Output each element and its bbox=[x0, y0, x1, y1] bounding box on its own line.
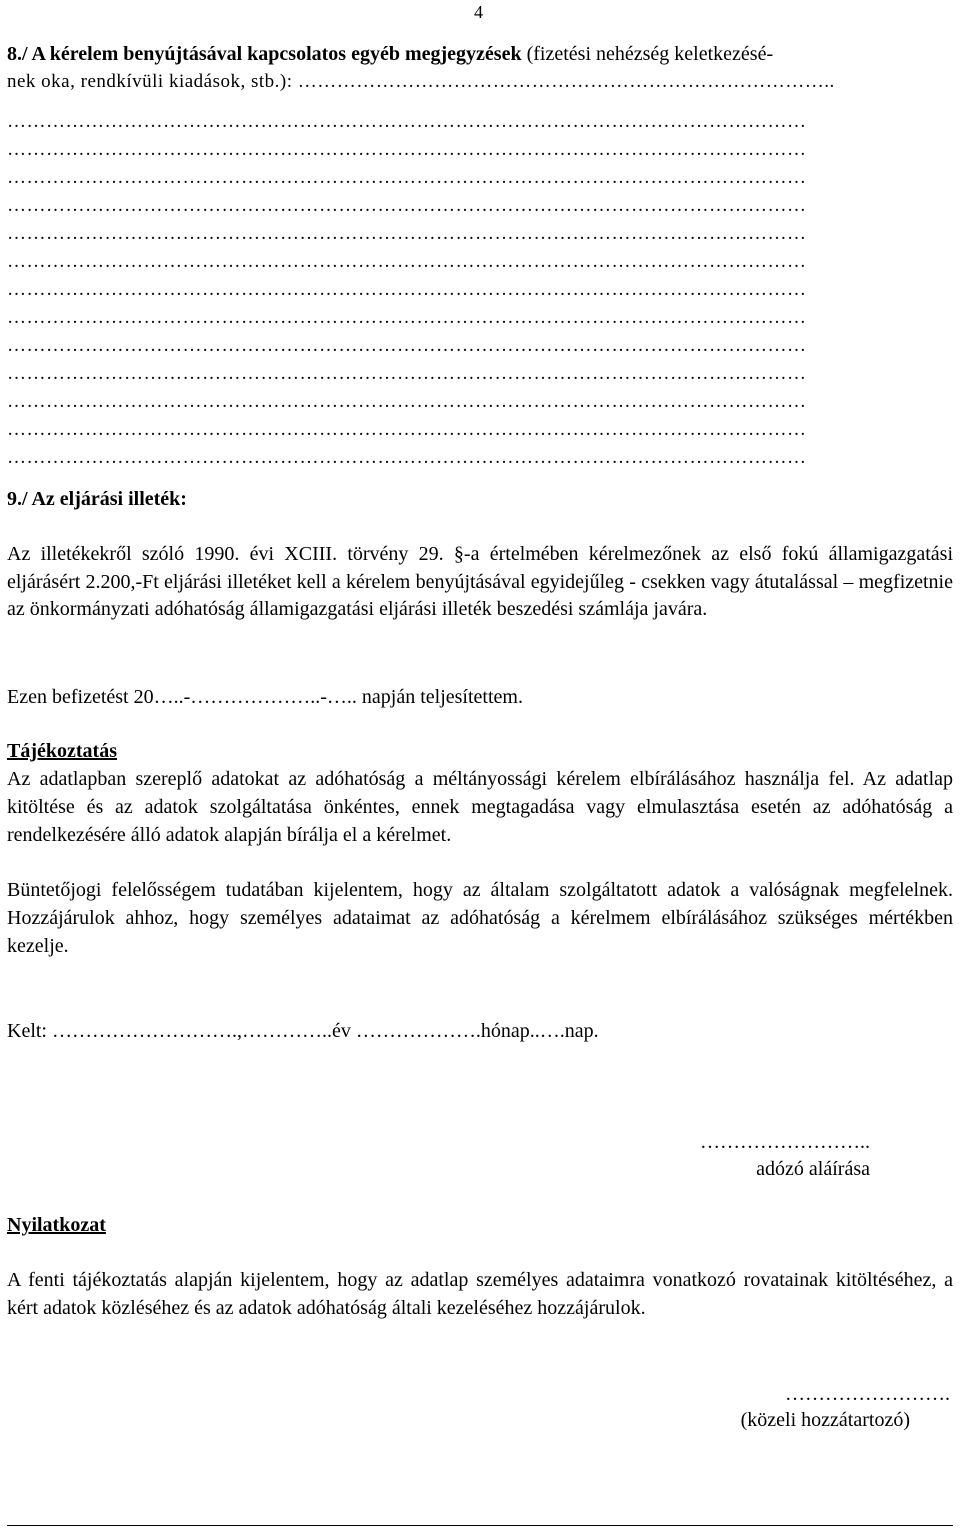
section8-line2: nek oka, rendkívüli kiadások, stb.): ……………………………………………………………………….. bbox=[7, 71, 835, 92]
fill-line: …………………………………………………………………………………………………………… bbox=[7, 447, 807, 468]
section8-heading: 8./ A kérelem benyújtásával kapcsolatos egyéb megjegyzések bbox=[7, 43, 522, 65]
criminal-declaration: Büntetőjogi felelősségem tudatában kijelentem, hogy az általam szolgáltatott adatok a valóságnak megfelelnek. Hozzájárulok ahhoz, hogy személyes adataimat az adóhatóság a kérelmem elbírálásához szükséges mértékben kezelje. bbox=[7, 879, 953, 957]
fill-line: …………………………………………………………………………………………………………… bbox=[7, 363, 807, 384]
fill-line: …………………………………………………………………………………………………………… bbox=[7, 223, 807, 244]
taxpayer-signature-dots: …………………….. bbox=[700, 1131, 870, 1153]
fill-line: …………………………………………………………………………………………………………… bbox=[7, 279, 807, 300]
section8-heading-rest: (fizetési nehézség keletkezésé- bbox=[521, 43, 774, 65]
section9-heading: 9./ Az eljárási illeték: bbox=[7, 488, 187, 510]
fill-line: …………………………………………………………………………………………………………… bbox=[7, 111, 807, 132]
nyilatkozat-heading-row bbox=[7, 1211, 953, 1239]
page-number: 4 bbox=[474, 2, 483, 22]
taxpayer-signature-label: adózó aláírása bbox=[756, 1158, 870, 1180]
fill-line: …………………………………………………………………………………………………………… bbox=[7, 307, 807, 328]
section9-paragraph: Az illetékekről szóló 1990. évi XCIII. törvény 29. §-a értelmében kérelmezőnek az első fokú államigazgatási eljárásért 2.200,-Ft eljárási illetéket kell a kérelem benyújtásával egyidejűleg - csekken vagy átutalással – megfizetnie az önkormányzati adóhatóság államigazgatási eljárási illeték beszedési számlája javára. bbox=[7, 543, 953, 620]
nyilatkozat-heading: Nyilatkozat bbox=[7, 1214, 106, 1236]
fill-line: …………………………………………………………………………………………………………… bbox=[7, 251, 807, 272]
payment-line: Ezen befizetést 20…..-………………..-….. napján teljesítettem. bbox=[7, 686, 523, 708]
info-heading: Tájékoztatás bbox=[7, 740, 117, 762]
fill-line: …………………………………………………………………………………………………………… bbox=[7, 139, 807, 160]
fill-line: …………………………………………………………………………………………………………… bbox=[7, 335, 807, 356]
section8-intro bbox=[7, 40, 953, 68]
bottom-rule bbox=[7, 1525, 953, 1526]
kelt-line: Kelt: ……………………….,…………..év ……………….hónap..….nap. bbox=[7, 1020, 599, 1042]
fill-line: …………………………………………………………………………………………………………… bbox=[7, 419, 807, 440]
fill-line: …………………………………………………………………………………………………………… bbox=[7, 391, 807, 412]
relative-signature-label: (közeli hozzátartozó) bbox=[740, 1409, 910, 1431]
info-heading-row bbox=[7, 737, 953, 765]
fill-line: …………………………………………………………………………………………………………… bbox=[7, 195, 807, 216]
fill-line: …………………………………………………………………………………………………………… bbox=[7, 167, 807, 188]
relative-signature-dots: ……………………. bbox=[785, 1383, 950, 1405]
nyilatkozat-paragraph: A fenti tájékoztatás alapján kijelentem, hogy az adatlap személyes adataimra vonatkozó rovatainak kitöltéséhez, a kért adatok közléséhez és az adatok adóhatóság általi kezeléséhez hozzájárulok. bbox=[7, 1269, 953, 1319]
info-paragraph: Az adatlapban szereplő adatokat az adóhatóság a méltányossági kérelem elbírálásához használja fel. Az adatlap kitöltése és az adatok szolgáltatása önkéntes, ennek megtagadása vagy elmulasztása esetén az adóhatóság a rendelkezésére álló adatok alapján bírálja el a kérelmet. bbox=[7, 768, 953, 846]
